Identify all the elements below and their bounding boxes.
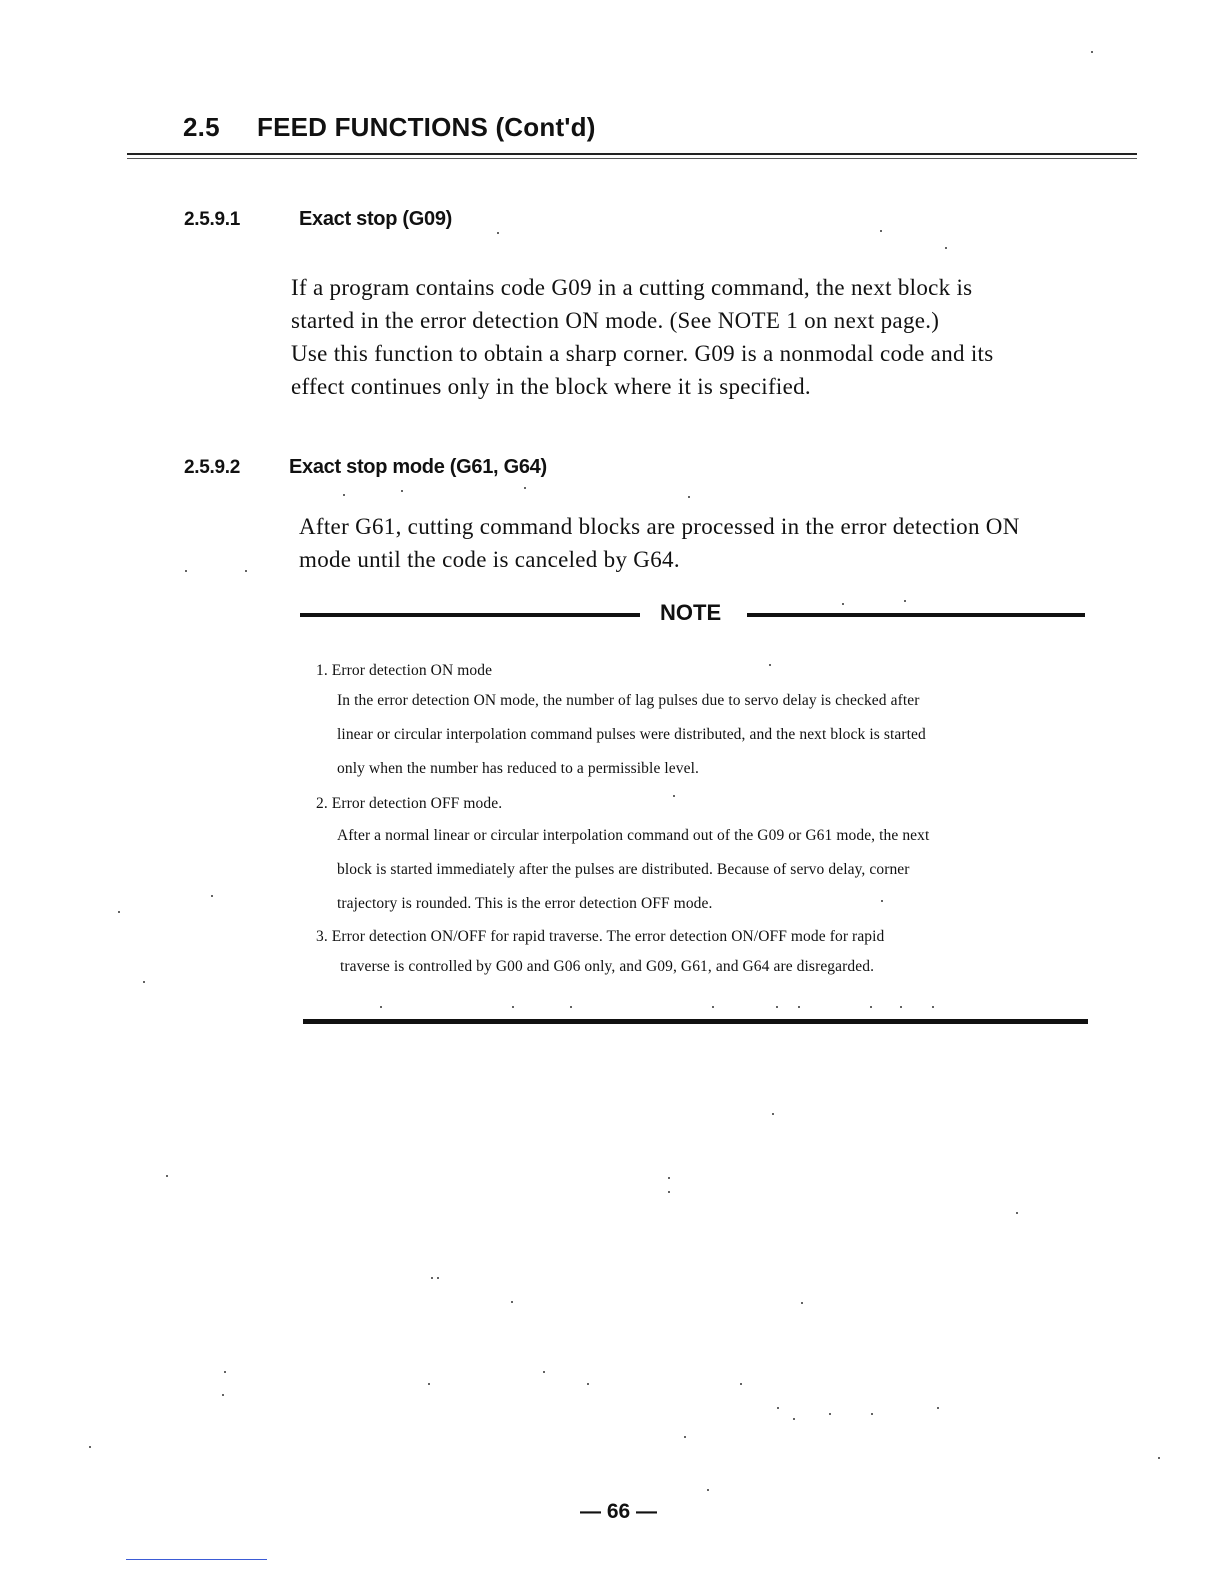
speck	[1158, 1457, 1160, 1459]
speck	[1016, 1212, 1018, 1214]
note-line: After a normal linear or circular interpolation command out of the G09 or G61 mode, the next	[337, 827, 930, 844]
note-rule-left	[300, 613, 640, 617]
paragraph-line: effect continues only in the block where it is specified.	[291, 374, 811, 399]
speck	[343, 494, 345, 496]
paragraph-exact-stop	[291, 271, 993, 403]
note-line: trajectory is rounded. This is the error detection OFF mode.	[337, 895, 713, 912]
speck	[829, 1413, 831, 1415]
note-rule-bottom	[303, 1019, 1088, 1024]
note-label: NOTE	[660, 600, 722, 625]
section-title: FEED FUNCTIONS (Cont'd)	[257, 112, 596, 142]
speck	[211, 895, 213, 897]
speck	[707, 1489, 709, 1491]
header-rule-thin	[127, 158, 1137, 159]
speck	[900, 1006, 902, 1008]
speck	[587, 1383, 589, 1385]
speck	[684, 1436, 686, 1438]
section-number: 2.5	[183, 112, 220, 142]
note-item-2-title: 2. Error detection OFF mode.	[316, 795, 503, 812]
speck	[673, 795, 675, 797]
speck	[871, 1413, 873, 1415]
speck	[143, 981, 145, 983]
speck	[511, 1301, 513, 1303]
speck	[712, 1006, 714, 1008]
speck	[801, 1302, 803, 1304]
speck	[512, 1006, 514, 1008]
subsection-number-2: 2.5.9.2	[184, 457, 241, 478]
paragraph-line: started in the error detection ON mode. (See NOTE 1 on next page.)	[291, 308, 940, 333]
speck	[937, 1407, 939, 1409]
speck	[401, 490, 403, 492]
note-line: traverse is controlled by G00 and G06 only, and G09, G61, and G64 are disregarded.	[340, 958, 875, 975]
speck	[668, 1191, 670, 1193]
speck	[524, 487, 526, 489]
speck	[881, 900, 883, 902]
section-header	[183, 112, 596, 143]
note-item-1-title: 1. Error detection ON mode	[316, 662, 493, 679]
speck	[570, 1006, 572, 1008]
speck	[793, 1418, 795, 1420]
speck	[798, 1006, 800, 1008]
page-number: — 66 —	[580, 1500, 658, 1523]
speck	[945, 247, 947, 249]
speck	[431, 1277, 433, 1279]
note-item-3: 3. Error detection ON/OFF for rapid traverse. The error detection ON/OFF mode for rapid	[316, 928, 885, 945]
footer-line	[126, 1559, 267, 1560]
speck	[769, 664, 771, 666]
speck	[543, 1371, 545, 1373]
speck	[904, 600, 906, 602]
speck	[224, 1371, 226, 1373]
speck	[222, 1394, 224, 1396]
speck	[380, 1006, 382, 1008]
speck	[668, 1177, 670, 1179]
paragraph-line: mode until the code is canceled by G64.	[299, 547, 680, 572]
speck	[772, 1113, 774, 1115]
speck	[428, 1383, 430, 1385]
paragraph-line: If a program contains code G09 in a cutting command, the next block is	[291, 275, 973, 300]
speck	[245, 570, 247, 572]
speck	[185, 570, 187, 572]
subsection-title-2: Exact stop mode (G61, G64)	[289, 456, 547, 478]
speck	[870, 1006, 872, 1008]
paragraph-exact-stop-mode	[299, 510, 1020, 576]
speck	[1091, 51, 1093, 53]
speck	[437, 1277, 439, 1279]
note-line: In the error detection ON mode, the number of lag pulses due to servo delay is checked after	[337, 692, 920, 709]
speck	[842, 603, 844, 605]
speck	[118, 911, 120, 913]
note-rule-right	[747, 613, 1085, 617]
speck	[932, 1006, 934, 1008]
speck	[776, 1006, 778, 1008]
speck	[740, 1383, 742, 1385]
paragraph-line: Use this function to obtain a sharp corner. G09 is a nonmodal code and its	[291, 341, 994, 366]
paragraph-line: After G61, cutting command blocks are processed in the error detection ON	[299, 514, 1020, 539]
speck	[777, 1407, 779, 1409]
speck	[89, 1446, 91, 1448]
subsection-title-1: Exact stop (G09)	[299, 208, 453, 230]
note-line: block is started immediately after the pulses are distributed. Because of servo delay, corner	[337, 861, 910, 878]
note-line: only when the number has reduced to a permissible level.	[337, 760, 699, 777]
note-line: linear or circular interpolation command pulses were distributed, and the next block is started	[337, 726, 926, 743]
speck	[880, 230, 882, 232]
speck	[166, 1175, 168, 1177]
subsection-number-1: 2.5.9.1	[184, 209, 241, 230]
header-rule	[127, 153, 1137, 155]
speck	[497, 232, 499, 234]
speck	[688, 496, 690, 498]
